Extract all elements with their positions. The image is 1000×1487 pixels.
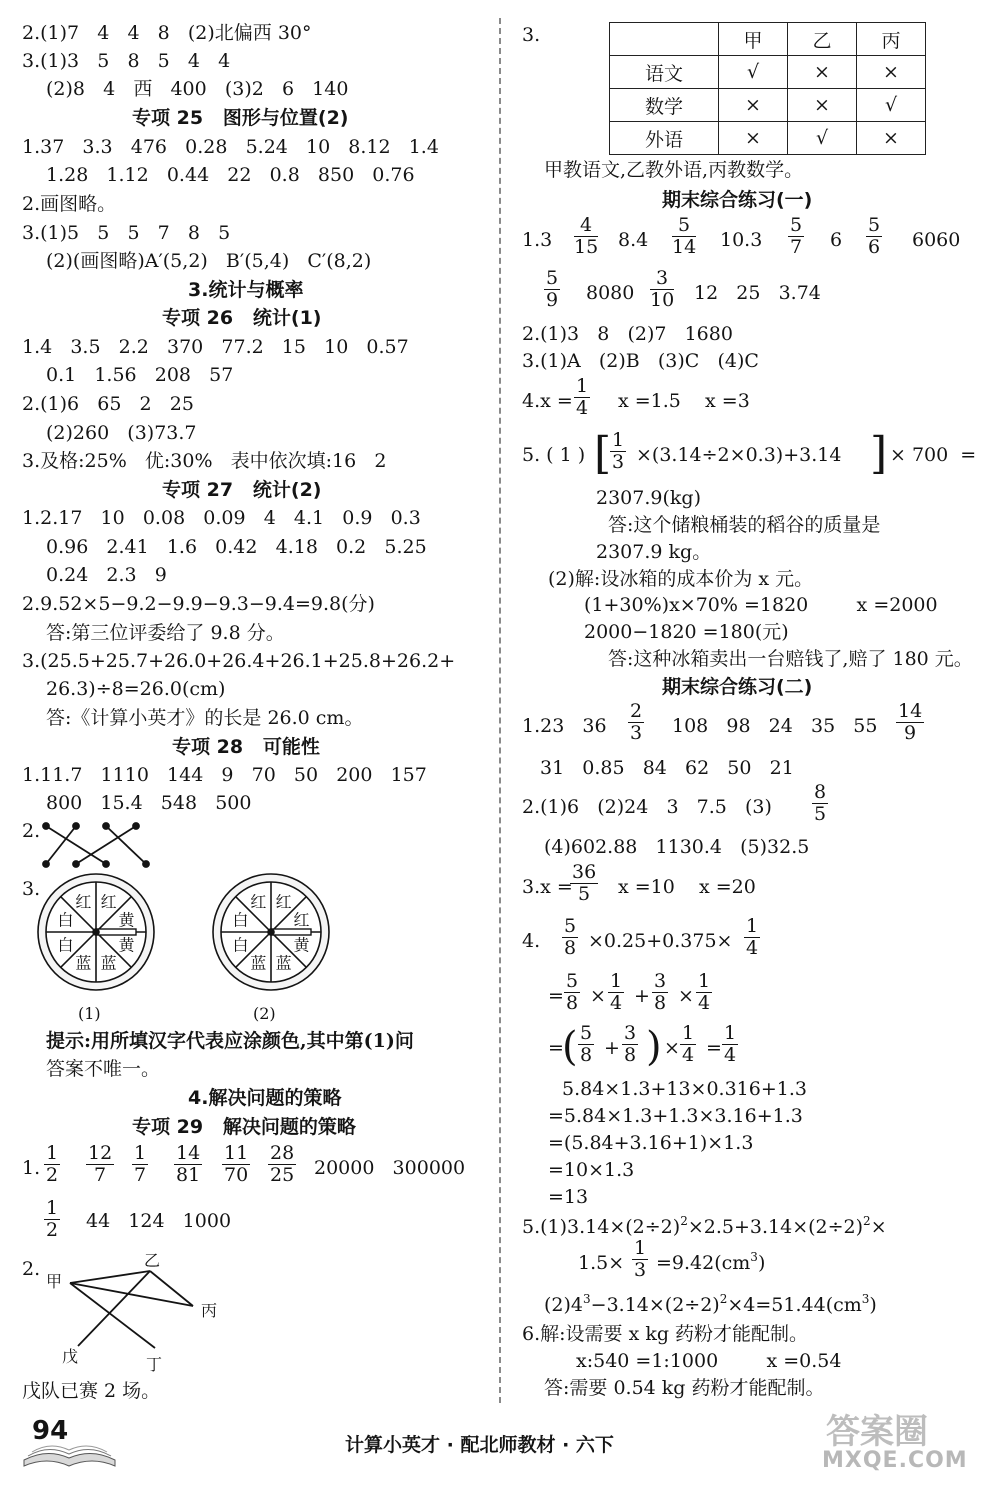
- answer-line: 2.9.52×5−9.2−9.9−9.3−9.4=9.8(分): [22, 593, 375, 615]
- answer-line: (2)(画图略)A′(5,2) B′(5,4) C′(8,2): [46, 250, 372, 272]
- fraction: $\frac{3}{10}$: [650, 267, 675, 311]
- answer-line: 答:这个储粮桶装的稻谷的质量是: [608, 514, 881, 536]
- table-row: [610, 122, 926, 155]
- team-e: 戊: [62, 1347, 79, 1366]
- answer-line: 1.28 1.12 0.44 22 0.8 850 0.76: [46, 164, 415, 186]
- answer-line: 答:第三位评委给了 9.8 分。: [46, 622, 285, 644]
- book-series-title: 计算小英才 · 配北师教材 · 六下: [345, 1434, 614, 1456]
- answer-line: 6: [830, 229, 843, 251]
- left-bracket: [: [594, 428, 612, 479]
- table-corner: [610, 23, 719, 56]
- calc-step: ×: [678, 985, 694, 1007]
- answer-line: ×(3.14÷2×0.3)+3.14: [636, 444, 842, 466]
- row-label: 外语: [610, 122, 719, 155]
- fraction: $\frac{1}{4}$: [746, 915, 759, 959]
- fraction: $\frac{14}{81}$: [176, 1142, 201, 1186]
- answer-line: x =1.5 x =3: [618, 390, 750, 412]
- spinner-wheels: [36, 872, 336, 1032]
- left-column: [0, 0, 490, 1400]
- calc-step: =13: [548, 1186, 589, 1208]
- fraction: $\frac{3}{8}$: [624, 1022, 637, 1066]
- wheel-sector-label: 黄: [118, 910, 135, 930]
- fraction: $\frac{14}{9}$: [898, 700, 923, 744]
- calc-step: ×: [590, 985, 606, 1007]
- spinner-wheel-2: [213, 874, 329, 990]
- fraction: $\frac{3}{8}$: [654, 970, 667, 1014]
- answer-line: 2307.9(kg): [596, 487, 701, 509]
- wheel-sector-label: 蓝: [250, 953, 267, 973]
- answer-line: 5. ( 1 ): [522, 444, 586, 466]
- answer-line: 8080: [586, 282, 635, 304]
- section-heading: 期末综合练习(二): [662, 676, 813, 698]
- fraction: $\frac{1}{4}$: [698, 970, 711, 1014]
- team-match-diagram: [40, 1250, 230, 1380]
- table-cell: ×: [719, 89, 788, 122]
- answer-line: 2.(1)7 4 4 8 (2)北偏西 30°: [22, 22, 312, 44]
- wheel-sector-label: 白: [232, 935, 249, 955]
- answer-line: (1+30%)x×70% =1820 x =2000: [584, 594, 938, 616]
- table-cell: ×: [857, 56, 926, 89]
- team-b: 乙: [144, 1251, 161, 1270]
- table-cell: ×: [719, 122, 788, 155]
- answer-line: 4.x =: [522, 390, 573, 412]
- calc-step: =5.84×1.3+1.3×3.16+1.3: [548, 1105, 803, 1127]
- chapter-heading: 4.解决问题的策略: [188, 1087, 342, 1109]
- calc-step: =10×1.3: [548, 1159, 635, 1181]
- answer-line: 答:《计算小英才》的长是 26.0 cm。: [46, 707, 364, 729]
- answer-line: 26.3)÷8=26.0(cm): [46, 678, 226, 700]
- answer-line: 0.1 1.56 208 57: [46, 364, 234, 386]
- answer-line: 12 25 3.74: [694, 282, 821, 304]
- answer-line: 1.3: [522, 229, 553, 251]
- wheel-sector-label: 白: [57, 935, 74, 955]
- team-d: 丁: [146, 1355, 163, 1374]
- calc-step: +: [604, 1037, 620, 1059]
- left-paren: (: [562, 1024, 578, 1070]
- answer-line: (2)260 (3)73.7: [46, 422, 197, 444]
- calc-step: =: [548, 1037, 564, 1059]
- table-header: 甲: [719, 23, 788, 56]
- fraction: $\frac{1}{4}$: [682, 1022, 695, 1066]
- answer-line: 0.24 2.3 9: [46, 564, 167, 586]
- answer-line: 6.解:设需要 x kg 药粉才能配制。: [522, 1323, 809, 1345]
- section-heading: 专项 27 统计(2): [162, 479, 322, 501]
- table-row: [610, 89, 926, 122]
- question-number: 3.: [522, 24, 541, 46]
- fraction: $\frac{12}{7}$: [88, 1142, 113, 1186]
- fraction: $\frac{1}{7}$: [134, 1142, 147, 1186]
- answer-line: x =10 x =20: [618, 876, 756, 898]
- question-number: 1.: [22, 1157, 41, 1179]
- column-divider: [499, 18, 501, 1403]
- fraction: $\frac{5}{9}$: [546, 267, 559, 311]
- answer-line: $(2)4^3-3.14\times(2\div 2)^2\times 4=51.44(cm^3)$: [544, 1292, 877, 1316]
- answer-line: 1.4 3.5 2.2 370 77.2 15 10 0.57: [22, 336, 409, 358]
- fraction: $\frac{5}{8}$: [564, 915, 577, 959]
- section-heading: 专项 26 统计(1): [162, 307, 322, 329]
- answer-line: 44 124 1000: [86, 1210, 232, 1232]
- spinner-wheel-1: [38, 874, 154, 990]
- hint-line: 提示:用所填汉字代表应涂颜色,其中第(1)问: [46, 1030, 414, 1052]
- fraction: $\frac{1}{2}$: [46, 1142, 59, 1186]
- fraction: $\frac{8}{5}$: [814, 781, 827, 825]
- answer-line: 答:需要 0.54 kg 药粉才能配制。: [544, 1377, 825, 1399]
- table-cell: √: [857, 89, 926, 122]
- wheel-sector-label: 蓝: [275, 953, 292, 973]
- watermark-url: MXQE.COM: [822, 1448, 968, 1473]
- caption-1: (1): [78, 1004, 101, 1023]
- wheel-sector-label: 白: [57, 910, 74, 930]
- calc-step: =: [548, 985, 564, 1007]
- answer-line: 2.(1)3 8 (2)7 1680: [522, 323, 733, 345]
- answer-line: 2307.9 kg。: [596, 541, 712, 563]
- calc-step: +: [634, 985, 650, 1007]
- fraction: $\frac{2}{3}$: [630, 700, 643, 744]
- answer-line: 2.画图略。: [22, 193, 117, 215]
- row-label: 语文: [610, 56, 719, 89]
- answer-line: 800 15.4 548 500: [46, 792, 252, 814]
- answer-line: 3.(1)5 5 5 7 8 5: [22, 222, 231, 244]
- section-heading: 专项 28 可能性: [172, 736, 320, 758]
- site-watermark: [816, 1404, 996, 1484]
- fraction: $\frac{5}{8}$: [580, 1022, 593, 1066]
- section-heading: 专项 29 解决问题的策略: [132, 1116, 356, 1138]
- wheel-sector-label: 红: [275, 892, 292, 912]
- fraction: $\frac{1}{3}$: [612, 429, 625, 473]
- answer-line: 31 0.85 84 62 50 21: [540, 757, 794, 779]
- question-number: 3.: [22, 878, 41, 900]
- calc-step: =(5.84+3.16+1)×1.3: [548, 1132, 754, 1154]
- fraction: $\frac{1}{4}$: [610, 970, 623, 1014]
- row-label: 数学: [610, 89, 719, 122]
- answer-line: 20000 300000: [314, 1157, 466, 1179]
- caption-2: (2): [253, 1004, 276, 1023]
- fraction: $\frac{5}{8}$: [566, 970, 579, 1014]
- table-cell: √: [788, 122, 857, 155]
- answer-line: 1.2.17 10 0.08 0.09 4 4.1 0.9 0.3: [22, 507, 421, 529]
- fraction: $\frac{28}{25}$: [270, 1142, 295, 1186]
- answer-line: 3.及格:25% 优:30% 表中依次填:16 2: [22, 450, 387, 472]
- answer-line: x:540 =1:1000 x =0.54: [576, 1350, 842, 1372]
- answer-line: (4)602.88 1130.4 (5)32.5: [544, 836, 810, 858]
- fraction: $\frac{36}{5}$: [572, 861, 597, 905]
- matching-lines-diagram: [38, 818, 158, 874]
- answer-line: 3.(1)3 5 8 5 4 4: [22, 50, 231, 72]
- calc-step: 5.84×1.3+13×0.316+1.3: [562, 1078, 807, 1100]
- wheel-sector-label: 黄: [293, 935, 310, 955]
- answer-line: 2000−1820 =180(元): [584, 621, 789, 643]
- page-number: 94: [32, 1416, 69, 1446]
- team-c: 丙: [201, 1301, 218, 1320]
- answer-line: 10.3: [720, 229, 763, 251]
- answer-line: 3.(25.5+25.7+26.0+26.4+26.1+25.8+26.2+: [22, 650, 456, 672]
- table-cell: √: [719, 56, 788, 89]
- answer-line: × 700 =: [890, 444, 977, 466]
- answer-line: (2)解:设冰箱的成本价为 x 元。: [548, 568, 814, 590]
- answer-line: 3.x =: [522, 876, 573, 898]
- fraction: $\frac{1}{4}$: [724, 1022, 737, 1066]
- fraction: $\frac{5}{14}$: [672, 214, 697, 258]
- answer-line: $5.(1)3.14\times(2\div 2)^2\times 2.5+3.14\times(2\div 2)^2\times$: [522, 1214, 887, 1238]
- wheel-sector-label: 蓝: [75, 953, 92, 973]
- answer-line: 甲教语文,乙教外语,丙教数学。: [544, 159, 804, 181]
- wheel-sector-label: 红: [293, 910, 310, 930]
- fraction: $\frac{11}{70}$: [224, 1142, 249, 1186]
- table-cell: ×: [857, 122, 926, 155]
- table-header: 丙: [857, 23, 926, 56]
- calc-step: =: [706, 1037, 722, 1059]
- answer-line: 8.4: [618, 229, 649, 251]
- wheel-sector-label: 蓝: [100, 953, 117, 973]
- answer-line: 1.11.7 1110 144 9 70 50 200 157: [22, 764, 427, 786]
- wheel-sector-label: 白: [232, 910, 249, 930]
- chapter-heading: 3.统计与概率: [188, 279, 304, 301]
- wheel-sector-label: 黄: [118, 935, 135, 955]
- answer-line: 1.37 3.3 476 0.28 5.24 10 8.12 1.4: [22, 136, 439, 158]
- answer-line: 6060: [912, 229, 961, 251]
- watermark-text: 答案圈: [826, 1412, 928, 1452]
- section-heading: 专项 25 图形与位置(2): [132, 107, 349, 129]
- question-number: 4.: [522, 930, 541, 952]
- fraction: $\frac{4}{15}$: [574, 214, 599, 258]
- answer-line: 1.5×: [578, 1252, 625, 1274]
- wheel-sector-label: 红: [100, 892, 117, 912]
- hint-line: 答案不唯一。: [46, 1058, 161, 1080]
- answer-line: (2)8 4 西 400 (3)2 6 140: [46, 78, 349, 100]
- table-cell: ×: [788, 89, 857, 122]
- fraction: $\frac{1}{3}$: [634, 1237, 647, 1281]
- question-number: 2.: [22, 1258, 41, 1280]
- team-a: 甲: [46, 1272, 63, 1291]
- wheel-sector-label: 红: [250, 892, 267, 912]
- answer-line: $=9.42(cm^3)$: [656, 1250, 766, 1274]
- right-paren: ): [646, 1024, 662, 1070]
- section-heading: 期末综合练习(一): [662, 189, 813, 211]
- answer-line: 戊队已赛 2 场。: [22, 1380, 161, 1402]
- answer-line: 108 98 24 35 55: [672, 715, 878, 737]
- answer-line: 答:这种冰箱卖出一台赔钱了,赔了 180 元。: [608, 648, 973, 670]
- question-number: 2.: [22, 820, 41, 842]
- table-row: [610, 56, 926, 89]
- answer-line: 3.(1)A (2)B (3)C (4)C: [522, 350, 759, 372]
- subject-table: [609, 22, 926, 155]
- table-header: 乙: [788, 23, 857, 56]
- table-cell: ×: [788, 56, 857, 89]
- answer-line: 2.(1)6 65 2 25: [22, 393, 194, 415]
- answer-line: 0.96 2.41 1.6 0.42 4.18 0.2 5.25: [46, 536, 427, 558]
- wheel-sector-label: 红: [75, 892, 92, 912]
- fraction: $\frac{1}{4}$: [576, 375, 589, 419]
- right-bracket: ]: [870, 428, 888, 479]
- calc-step: ×0.25+0.375×: [588, 930, 733, 952]
- answer-line: 1.23 36: [522, 715, 607, 737]
- fraction: $\frac{1}{2}$: [46, 1197, 59, 1241]
- fraction: $\frac{5}{6}$: [868, 214, 881, 258]
- fraction: $\frac{5}{7}$: [790, 214, 803, 258]
- calc-step: ×: [664, 1037, 680, 1059]
- answer-line: 2.(1)6 (2)24 3 7.5 (3): [522, 796, 772, 818]
